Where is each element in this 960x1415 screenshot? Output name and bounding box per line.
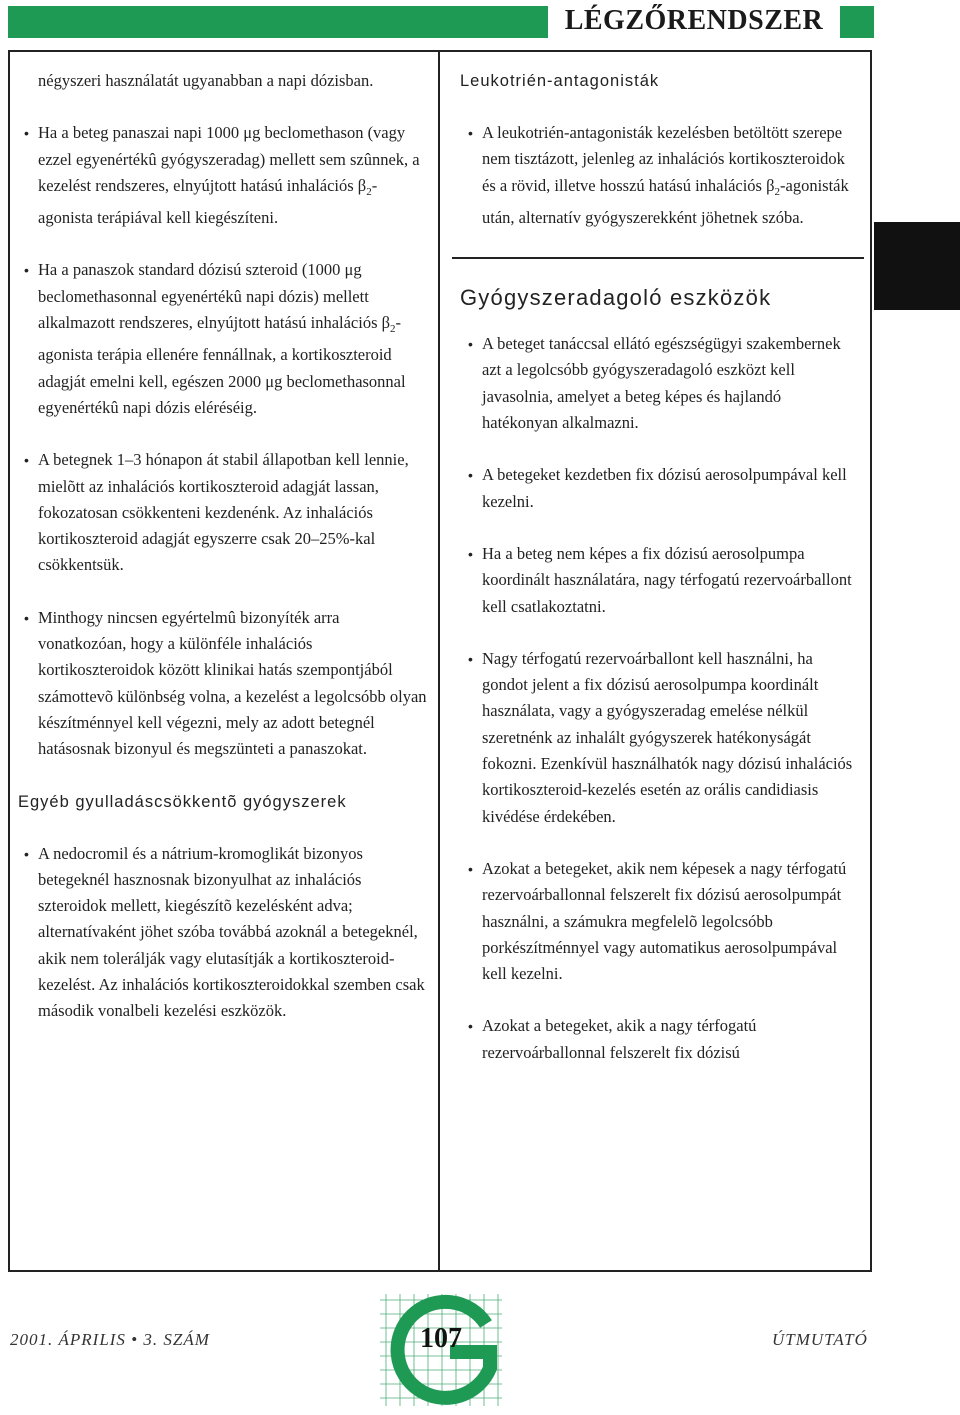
list-item: • A nedocromil és a nátrium-kromoglikát bizonyos betegeknél hasznosnak bizonyulhat az inhalációs szteroidok mellett, kiegészítõ kezelésként adva; alternatívaként jöhet szóba továbbá azoknál a betegeknél, akik nem tolerálják vagy elutasítják a kortikoszteroid-kezelést. Az inhalációs kortikoszteroidokkal szemben csak második vonalbeli kezelési eszközök. [24, 841, 428, 1025]
subsection-heading: Egyéb gyulladáscsökkentõ gyógyszerek [18, 792, 347, 811]
section-thumb-tab [874, 222, 960, 310]
list-item: • A leukotrién-antagonisták kezelésben betöltött szerepe nem tisztázott, jelenleg az inhalációs kortikoszteroidok és a rövid, illetve hosszú hatású inhalációs $\beta_2$-agonisták után, alternatív gyógyszerekként jöhetnek szóba. [468, 120, 856, 231]
section-title: LÉGZŐRENDSZER [564, 5, 824, 36]
issue-info: 2001. ÁPRILIS • 3. SZÁM [10, 1330, 210, 1349]
right-column [460, 68, 856, 1092]
column-divider [438, 50, 440, 1272]
paragraph-continuation: négyszeri használatát ugyanabban a napi dózisban. [38, 71, 374, 90]
list-item: • Ha a beteg nem képes a fix dózisú aerosolpumpa koordinált használatára, nagy térfogatú rezervoárballont kell csatlakoztatni. [468, 541, 856, 620]
list-item: • Azokat a betegeket, akik nem képesek a nagy térfogatú rezervoárballonnal felszerelt fix dózisú aerosolpumpát használni, a számukra megfelelõ legolcsóbb porkészítménnyel vagy automatikus aerosolpumpával kell kezelni. [468, 856, 856, 987]
list-item: • A betegnek 1–3 hónapon át stabil állapotban kell lennie, mielõtt az inhalációs kortikoszteroid adagját lassan, fokozatosan csökkenteni kezdenénk. Az inhalációs kortikoszteroid adagját egyszerre csak 20–25%-kal csökkentsük. [24, 447, 428, 578]
section-rule [452, 257, 864, 259]
list-item: • Ha a beteg panaszai napi 1000 μg beclomethason (vagy ezzel egyenértékû gyógyszeradag) mellett sem szûnnek, a kezelést rendszeres, elnyújtott hatású inhalációs $\beta_2$-agonista terápiával kell kiegészíteni. [24, 120, 428, 231]
header-green-bar-left [8, 6, 548, 38]
list-item: • A betegeket kezdetben fix dózisú aerosolpumpával kell kezelni. [468, 462, 856, 515]
list-item: • Ha a panaszok standard dózisú szteroid (1000 μg beclomethasonnal egyenértékû napi dózis) mellett alkalmazott rendszeres, elnyújtott hatású inhalációs $\beta_2$-agonista terápia ellenére fennállnak, a kortikoszteroid adagját emelni kell, egészen 2000 μg beclomethasonnal egyenértékû napi dózis eléréséig. [24, 257, 428, 421]
header-green-bar-right [840, 6, 874, 38]
list-item: • Azokat a betegeket, akik a nagy térfogatú rezervoárballonnal felszerelt fix dózisú [468, 1013, 856, 1066]
list-item: • Minthogy nincsen egyértelmû bizonyíték arra vonatkozóan, hogy a különféle inhalációs kortikoszteroidok között klinikai hatás szempontjából számottevõ különbség volna, a kezelést a legolcsóbb olyan készítménnyel kell végezni, mely az adott betegnél hatásosnak bizonyul és megszünteti a panaszokat. [24, 605, 428, 763]
list-item: • Nagy térfogatú rezervoárballont kell használni, ha gondot jelent a fix dózisú aerosolpumpa koordinált használata, vagy a gyógyszeradag emelése nélkül szeretnénk az inhalált gyógyszerek hatékonyságát fokozni. Ezenkívül használhatók nagy dózisú inhalációs kortikoszteroid-kezelés esetén az orális candidiasis kivédése érdekében. [468, 646, 856, 830]
page-number: 107 [420, 1323, 462, 1354]
left-column [18, 68, 428, 1051]
list-item: • A beteget tanáccsal ellátó egészségügyi szakembernek azt a legolcsóbb gyógyszeradagoló eszközt kell javasolnia, amelyet a beteg képes és hajlandó hatékonyan alkalmazni. [468, 331, 856, 436]
section-heading: Gyógyszeradagoló eszközök [460, 285, 772, 311]
publication-name: ÚTMUTATÓ [772, 1330, 868, 1349]
subsection-heading: Leukotrién-antagonisták [460, 72, 660, 90]
